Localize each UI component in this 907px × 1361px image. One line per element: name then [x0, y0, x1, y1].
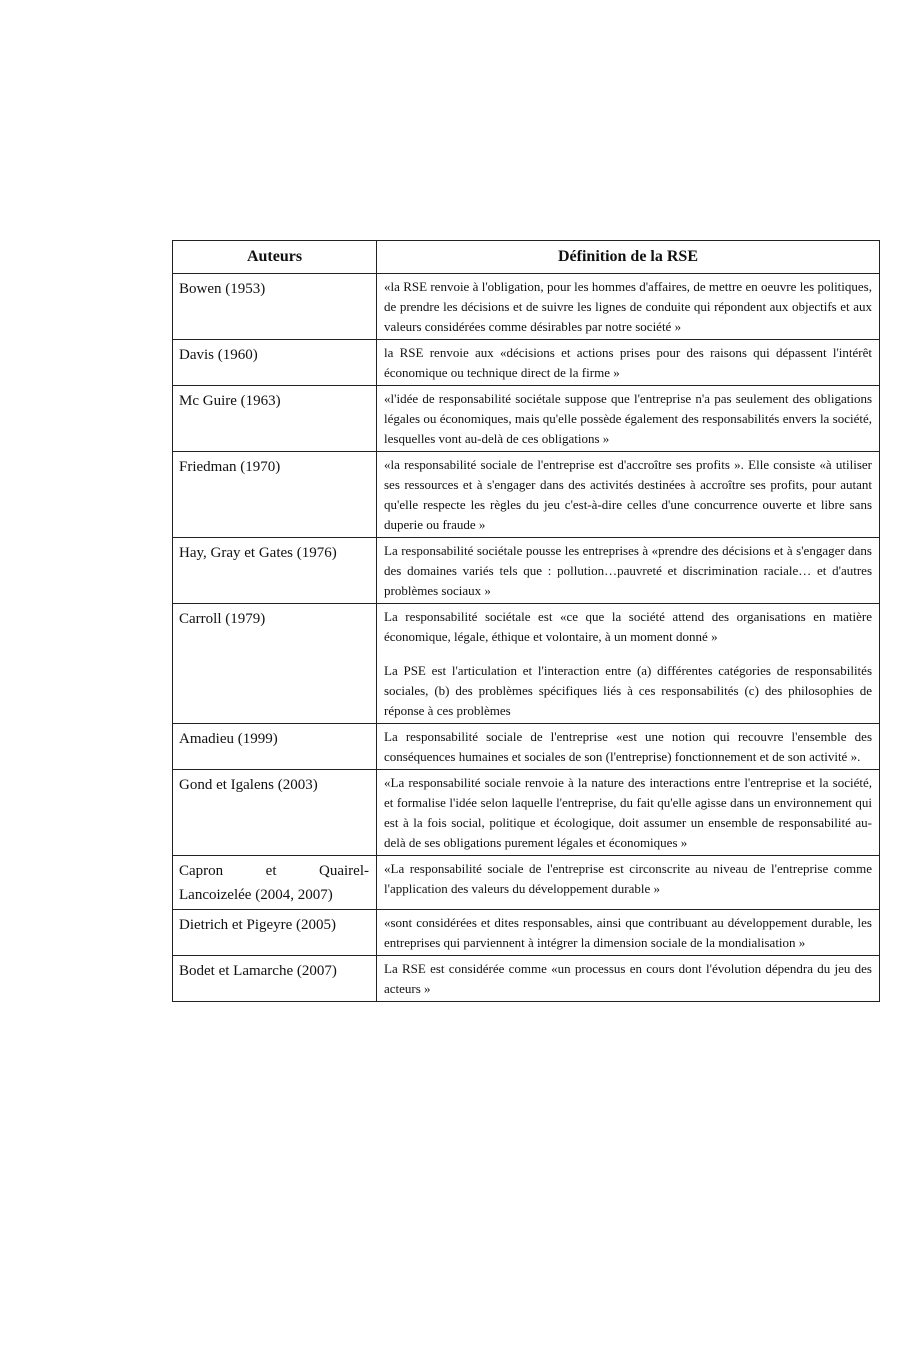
author-cell: Amadieu (1999)	[173, 724, 377, 770]
definition-text: «La responsabilité sociale de l'entreprise est circonscrite au niveau de l'entreprise comme l'application des valeurs du développement durable »	[384, 861, 872, 896]
definition-cell	[377, 604, 880, 724]
author-cell: Bowen (1953)	[173, 274, 377, 340]
author-cell: Mc Guire (1963)	[173, 386, 377, 452]
table-row	[173, 274, 880, 340]
definition-cell	[377, 274, 880, 340]
definition-text: La responsabilité sociétale pousse les entreprises à «prendre des décisions et à s'engager dans des domaines variés tels que : pollution…pauvreté et discrimination raciale… et d'autres problèmes sociaux »	[384, 543, 872, 598]
definition-cell	[377, 340, 880, 386]
table-row	[173, 386, 880, 452]
definition-cell	[377, 724, 880, 770]
table-row	[173, 856, 880, 910]
definition-text: «sont considérées et dites responsables, ainsi que contribuant au développement durable, les entreprises qui parviennent à intégrer la dimension sociale de la mondialisation »	[384, 915, 872, 950]
author-cell: Hay, Gray et Gates (1976)	[173, 538, 377, 604]
definition-text: «l'idée de responsabilité sociétale suppose que l'entreprise n'a pas seulement des obligations légales ou économiques, mais qu'elle possède également des responsabilités envers la société, lesquelles vont au-delà de ces obligations »	[384, 391, 872, 446]
author-cell: Dietrich et Pigeyre (2005)	[173, 910, 377, 956]
author-line: Lancoizelée (2004, 2007)	[179, 887, 333, 903]
author-cell: Davis (1960)	[173, 340, 377, 386]
author-line: Capron et Quairel-	[179, 863, 369, 879]
definition-cell	[377, 770, 880, 856]
table-row	[173, 340, 880, 386]
rse-definitions-table-wrapper	[172, 240, 879, 1002]
table-row	[173, 724, 880, 770]
definition-cell	[377, 956, 880, 1002]
definition-text: La responsabilité sociétale est «ce que la société attend des organisations en matière économique, légale, éthique et volontaire, à un moment donné »	[384, 609, 872, 644]
table-row	[173, 604, 880, 724]
author-cell: Gond et Igalens (2003)	[173, 770, 377, 856]
table-row	[173, 538, 880, 604]
definition-text: «la responsabilité sociale de l'entreprise est d'accroître ses profits ». Elle consiste «à utiliser ses ressources et à s'engager dans des activités destinées à accroître ses profits, pour autant qu'elle respecte les règles du jeu c'est-à-dire celles d'une concurrence ouverte et libre sans duperie ou fraude »	[384, 457, 872, 532]
definition-cell	[377, 452, 880, 538]
definition-text: La PSE est l'articulation et l'interaction entre (a) différentes catégories de responsabilités sociales, (b) des problèmes spécifiques liés à ces responsabilités (c) des philosophies de réponse à ces problèmes	[384, 663, 872, 718]
table-header-row	[173, 241, 880, 274]
table-row	[173, 910, 880, 956]
rse-definitions-table	[172, 240, 880, 1002]
definition-cell	[377, 856, 880, 910]
definition-text: La responsabilité sociale de l'entreprise «est une notion qui recouvre l'ensemble des conséquences humaines et sociales de son (l'entreprise) fonctionnement et de son activité ».	[384, 729, 872, 764]
table-row	[173, 770, 880, 856]
header-definition: Définition de la RSE	[377, 241, 880, 274]
definition-text: «la RSE renvoie à l'obligation, pour les hommes d'affaires, de mettre en oeuvre les politiques, de prendre les décisions et de suivre les lignes de conduite qui répondent aux objectifs et aux valeurs considérées comme désirables par notre société »	[384, 279, 872, 334]
table-row	[173, 956, 880, 1002]
definition-cell	[377, 910, 880, 956]
author-cell	[173, 856, 377, 910]
definition-text: «La responsabilité sociale renvoie à la nature des interactions entre l'entreprise et la société, et formalise l'idée selon laquelle l'entreprise, du fait qu'elle agisse dans un environnement qui est à la fois social, politique et écologique, doit assumer un ensemble de responsabilité au-delà de ses obligations purement légales et économiques »	[384, 775, 872, 850]
definition-cell	[377, 538, 880, 604]
author-cell: Bodet et Lamarche (2007)	[173, 956, 377, 1002]
definition-text: la RSE renvoie aux «décisions et actions prises pour des raisons qui dépassent l'intérêt économique ou technique direct de la firme »	[384, 345, 872, 380]
table-row	[173, 452, 880, 538]
header-authors: Auteurs	[173, 241, 377, 274]
definition-cell	[377, 386, 880, 452]
author-cell: Carroll (1979)	[173, 604, 377, 724]
definition-text: La RSE est considérée comme «un processus en cours dont l'évolution dépendra du jeu des acteurs »	[384, 961, 872, 996]
author-cell: Friedman (1970)	[173, 452, 377, 538]
